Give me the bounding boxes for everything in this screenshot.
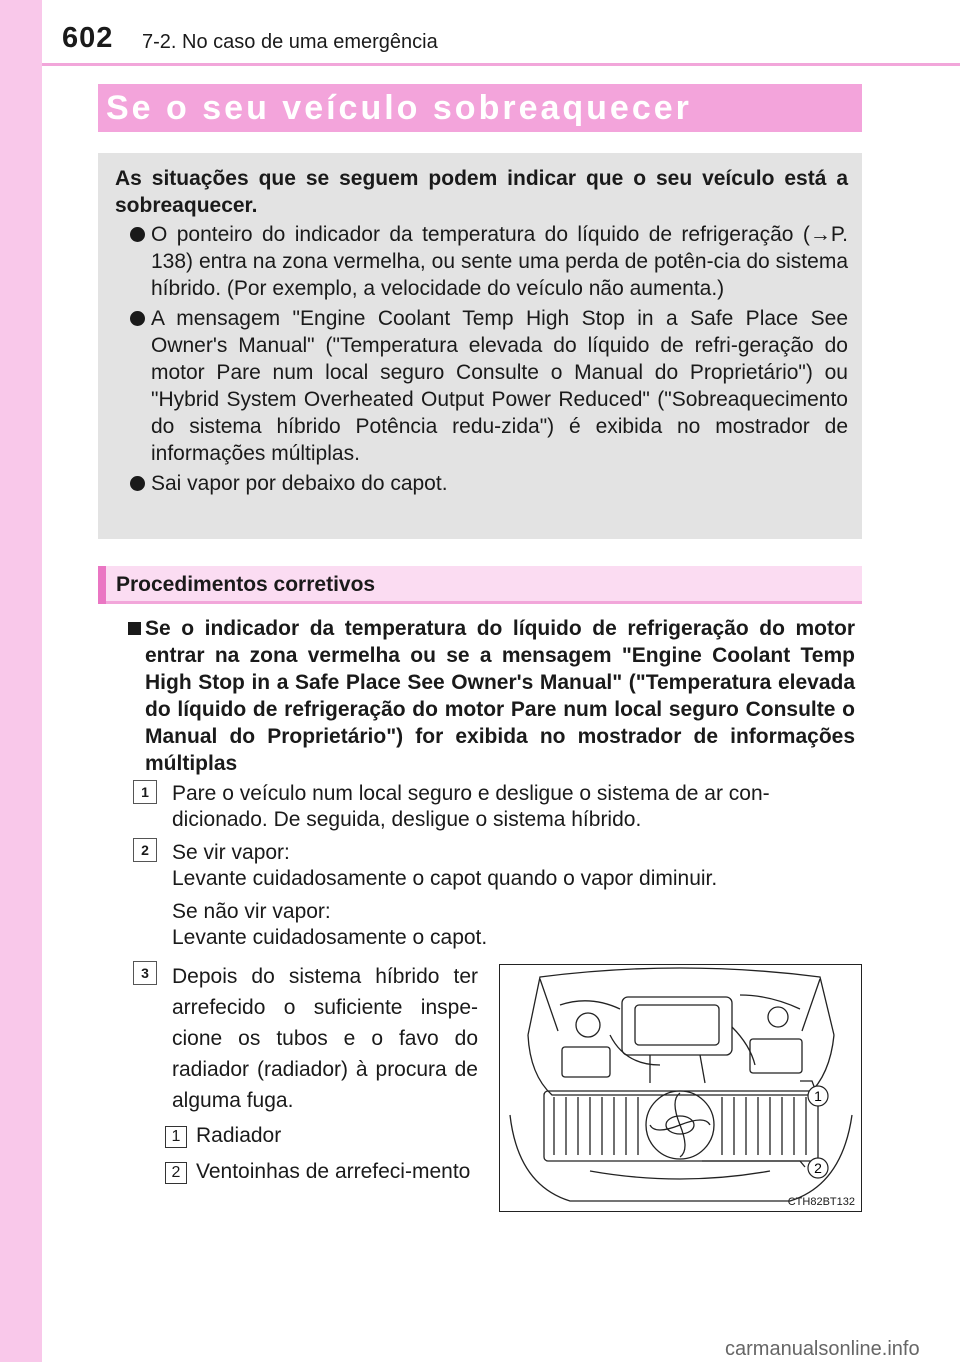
watermark-text: carmanualsonline.info [725, 1338, 920, 1360]
callout-leader-2 [702, 1161, 805, 1167]
condition-heading: Se o indicador da temperatura do líquido de refrigeração do motor entrar na zona vermelha ou se a mensagem "Engine Coolant Temp High Stop in a Safe Place See Owner's Manual" ("Temperatura elevada do líquido de refrigeração do motor Pare num local seguro Consulte o Manual do Proprietário") for exibida no mostrador de informações múltiplas [145, 617, 855, 775]
bullet-dot-icon [130, 227, 145, 242]
symptom-text: A mensagem "Engine Coolant Temp High Stop in a Safe Place See Owner's Manual" ("Temperatura elevada do líquido de refri-geração do motor Pare num local seguro Consulte o Manual do Proprietário") ou "Hybrid System Overheated Output Power Reduced" ("Sobreaquecimento do sistema híbrido Potência redu-zida") é exibida no mostrador de informações múltiplas. [151, 307, 848, 465]
svg-text:1: 1 [814, 1088, 822, 1104]
section-heading-text: Procedimentos corretivos [116, 573, 376, 596]
chapter-title: 7-2. No caso de uma emergência [142, 31, 438, 53]
engine-cover [635, 1005, 719, 1045]
svg-text:2: 2 [814, 1160, 822, 1176]
step-3-text: Depois do sistema híbrido ter arrefecido o suficiente inspe-cione os tubos e o favo do radiador (radiador) à procura de alguma fuga. [172, 965, 478, 1112]
symptoms-intro: As situações que se seguem podem indicar que o seu veículo está a sobreaquecer. [115, 167, 848, 217]
header-rule [42, 63, 960, 66]
battery-box [562, 1047, 610, 1077]
figure-callout-1 [808, 1086, 828, 1106]
page-number: 602 [62, 22, 114, 54]
reservoir-cap [576, 1013, 600, 1037]
step-1-line-2: dicionado. De seguida, desligue o sistema híbrido. [172, 808, 642, 831]
side-color-strip [0, 0, 42, 1362]
hood-inner-edge-right [802, 979, 820, 1031]
legend-number-1: 1 [165, 1126, 187, 1148]
step-number-3: 3 [133, 961, 157, 985]
reservoir-cap-right [768, 1007, 788, 1027]
symptoms-box [98, 153, 862, 539]
step-number-1: 1 [133, 780, 157, 804]
step-2-line-2: Levante cuidadosamente o capot quando o vapor diminuir. [172, 867, 718, 890]
legend-label-1: Radiador [196, 1124, 282, 1147]
symptom-item [115, 221, 848, 302]
legend-label-2: Ventoinhas de arrefeci-mento [196, 1160, 471, 1183]
engine-bay-drawing [500, 965, 861, 1211]
engine-block [622, 997, 732, 1055]
hood-inner-edge [540, 979, 558, 1031]
step-1-line-1: Pare o veículo num local seguro e desligue o sistema de ar con- [172, 782, 770, 805]
figure-code: CTH82BT132 [787, 1196, 855, 1208]
legend-number-2: 2 [165, 1162, 187, 1184]
bullet-dot-icon [130, 311, 145, 326]
section-heading [98, 566, 862, 604]
engine-bay-illustration [499, 964, 862, 1212]
engine-bay-outline [528, 1035, 834, 1095]
figure-callout-2 [808, 1158, 828, 1178]
step-2-line-3: Se não vir vapor: [172, 900, 331, 923]
page-title: Se o seu veículo sobreaquecer [98, 84, 862, 132]
symptom-item [115, 470, 848, 497]
step-2-line-4: Levante cuidadosamente o capot. [172, 926, 488, 949]
section-heading-bar [98, 566, 106, 604]
symptom-text: Sai vapor por debaixo do capot. [151, 472, 448, 495]
fan-blades [650, 1093, 710, 1157]
fuse-box [750, 1039, 802, 1073]
symptom-item [115, 305, 848, 467]
bullet-dot-icon [130, 476, 145, 491]
bumper-lower-grille [590, 1171, 770, 1179]
step-number-2: 2 [133, 838, 157, 862]
symptom-text: O ponteiro do indicador da temperatura do líquido de refrigeração (→P. 138) entra na zona vermelha, ou sente uma perda de potên-cia do sistema híbrido. (Por exemplo, a velocidade do veículo não aumenta.) [151, 223, 848, 300]
step-2-line-1: Se vir vapor: [172, 841, 290, 864]
square-bullet-icon [128, 622, 141, 635]
